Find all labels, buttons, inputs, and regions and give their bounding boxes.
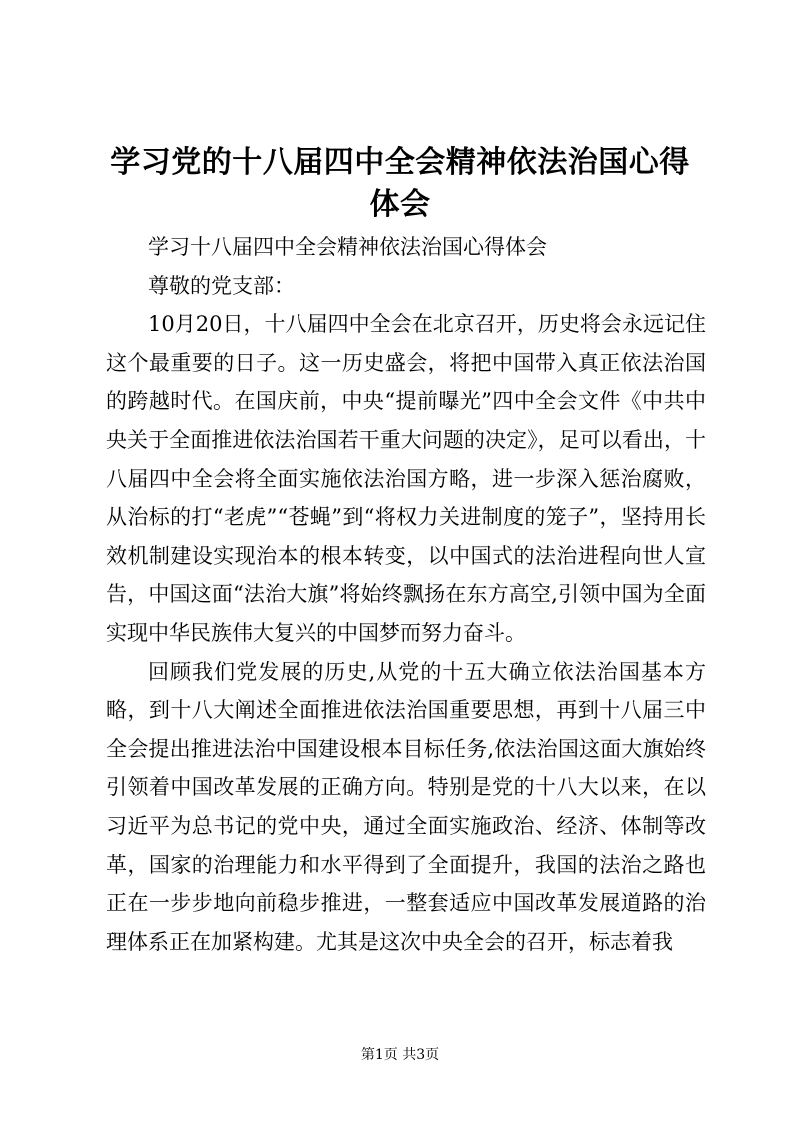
document-body <box>106 228 706 961</box>
document-title: 学习党的十八届四中全会精神依法治国心得体会 <box>110 145 690 222</box>
body-paragraph: 回顾我们党发展的历史,从党的十五大确立依法治国基本方略，到十八大阐述全面推进依法治国重要思想，再到十八届三中全会提出推进法治中国建设根本目标任务,依法治国这面大旗始终引领着中国改革发展的正确方向。特别是党的十八大以来，在以习近平为总书记的党中央，通过全面实施政治、经济、体制等改革，国家的治理能力和水平得到了全面提升，我国的法治之路也正在一步步地向前稳步推进，一整套适应中国改革发展道路的治理体系正在加紧构建。尤其是这次中央全会的召开，标志着我 <box>106 659 706 954</box>
salutation-paragraph: 尊敬的党支部： <box>148 273 295 298</box>
page-number-footer: 第1页 共3页 <box>360 1047 440 1063</box>
body-paragraph: 10月20日，十八届四中全会在北京召开，历史将会永远记住这个最重要的日子。这一历史盛会，将把中国带入真正依法治国的跨越时代。在国庆前，中央“提前曝光”四中全会文件《中共中央关于全面推进依法治国若干重大问题的决定》，足可以看出，十八届四中全会将全面实施依法治国方略，进一步深入惩治腐败，从治标的打“老虎”“苍蝇”到“将权力关进制度的笼子”，坚持用长效机制建设实现治本的根本转变，以中国式的法治进程向世人宣告，中国这面“法治大旗”将始终飘扬在东方高空,引领中国为全面实现中华民族伟大复兴的中国梦而努力奋斗。 <box>106 312 706 645</box>
subtitle-paragraph: 学习十八届四中全会精神依法治国心得体会 <box>148 235 547 259</box>
